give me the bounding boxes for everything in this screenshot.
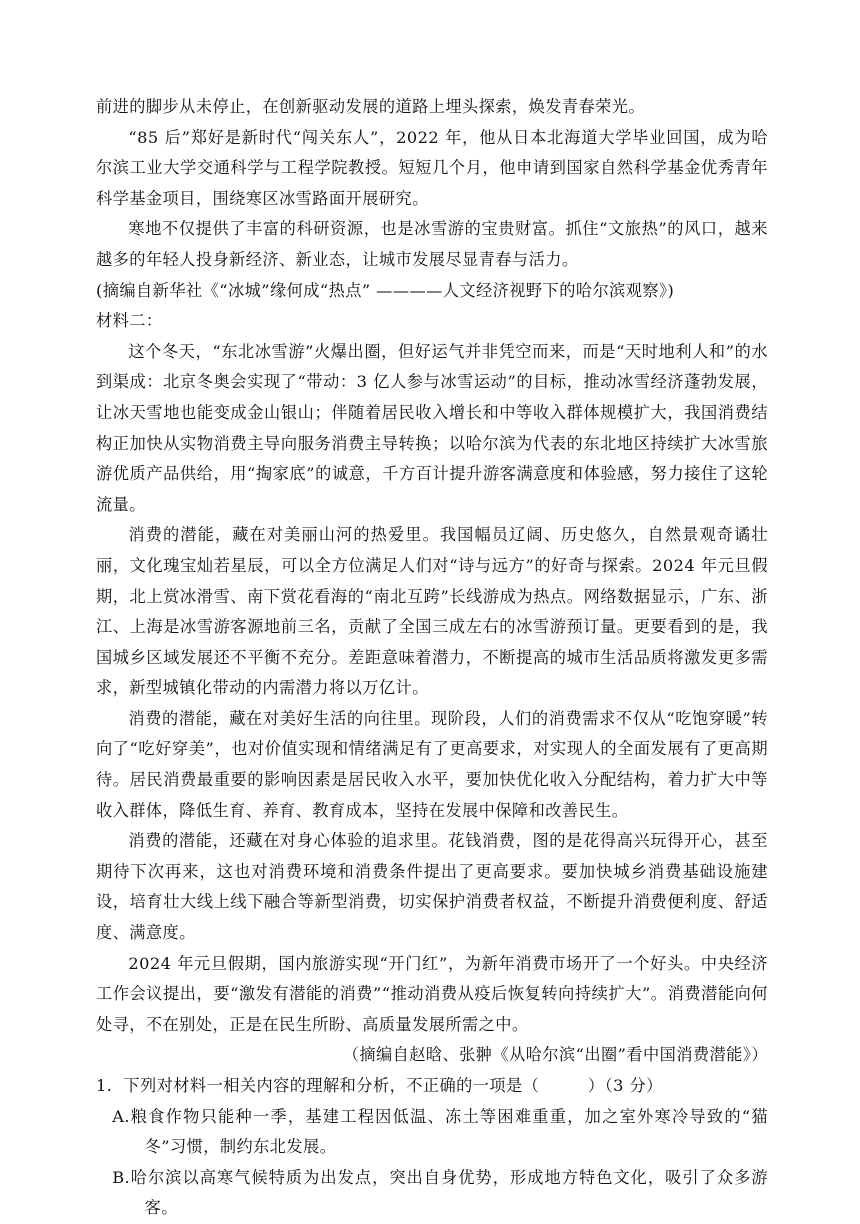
paragraph-potential-mountains: 消费的潜能，藏在对美丽山河的热爱里。我国幅员辽阔、历史悠久，自然景观奇谲壮丽，文化瑰宝灿若星辰，可以全方位满足人们对“诗与远方”的好奇与探索。2024 年元旦假期，北上赏冰滑雪、南下赏花看海的“南北互跨”长线游成为热点。网络数据显示，广东、浙江、上海是冰雪游客源地前三名，贡献了全国三成左右的冰雪游预订量。更要看到的是，我国城乡区域发展还不平衡不充分。差距意味着潜力，不断提高的城市生活品质将激发更多需求，新型城镇化带动的内需潜力将以万亿计。: [96, 525, 768, 698]
paragraph-potential-better-life: 消费的潜能，藏在对美好生活的向往里。现阶段，人们的消费需求不仅从“吃饱穿暖”转向了“吃好穿美”，也对价值实现和情绪满足有了更高要求，对实现人的全面发展有了更高期待。居民消费最重要的影响因素是居民收入水平，要加快优化收入分配结构，着力扩大中等收入群体，降低生育、养育、教育成本，坚持在发展中保障和改善民生。: [96, 708, 768, 820]
paragraph-ice-snow-tour: 这个冬天，“东北冰雪游”火爆出圈，但好运气并非凭空而来，而是“天时地利人和”的水到渠成：北京冬奥会实现了“带动：3 亿人参与冰雪运动”的目标，推动冰雪经济蓬勃发展，让冰天雪地也能变成金山银山；伴随着居民收入增长和中等收入群体规模扩大，我国消费结构正加快从实物消费主导向服务消费主导转换；以哈尔滨为代表的东北地区持续扩大冰雪旅游优质产品供给，用“掏家底”的诚意，千方百计提升游客满意度和体验感，努力接住了这轮流量。: [96, 341, 768, 514]
paragraph-continuation: 前进的脚步从未停止，在创新驱动发展的道路上埋头探索，焕发青春荣光。: [96, 97, 646, 116]
paragraph-zheng-hao: “85 后”郑好是新时代“闯关东人”，2022 年，他从日本北海道大学毕业回国，成为哈尔滨工业大学交通科学与工程学院教授。短短几个月，他申请到国家自然科学基金优秀青年科学基金项目，围绕寒区冰雪路面开展研究。: [96, 127, 768, 208]
material-two-heading: 材料二：: [96, 311, 163, 331]
document-page: [96, 92, 768, 1224]
question-stem: [96, 1071, 768, 1102]
paragraph-new-year-holiday: 2024 年元旦假期，国内旅游实现“开门红”，为新年消费市场开了一个好头。中央经济工作会议提出，要“激发有潜能的消费”“推动消费从疫后恢复转向持续扩大”。消费潜能向何处寻，不在别处，正是在民生所盼、高质量发展所需之中。: [96, 953, 768, 1034]
source-note-material-two: （摘编自赵晗、张翀《从哈尔滨“出圈”看中国消费潜能》）: [342, 1045, 768, 1065]
paragraph-cold-land: 寒地不仅提供了丰富的科研资源，也是冰雪游的宝贵财富。抓住“文旅热”的风口，越来越多的年轻人投身新经济、新业态，让城市发展尽显青春与活力。: [96, 219, 768, 269]
option-a: A.粮食作物只能种一季，基建工程因低温、冻土等困难重重，加之室外寒冷导致的“猫冬”习惯，制约东北发展。: [112, 1106, 768, 1157]
paragraph-potential-experience: 消费的潜能，还藏在对身心体验的追求里。花钱消费，图的是花得高兴玩得开心，甚至期待下次再来，这也对消费环境和消费条件提出了更高要求。要加快城乡消费基础设施建设，培育壮大线上线下融合等新型消费，切实保护消费者权益，不断提升消费便利度、舒适度、满意度。: [96, 831, 768, 943]
question-stem-after: ）（3 分）: [587, 1076, 663, 1095]
option-b: B.哈尔滨以高寒气候特质为出发点，突出自身优势，形成地方特色文化，吸引了众多游客。: [112, 1167, 768, 1218]
question-stem-before: 1．下列对材料一相关内容的理解和分析，不正确的一项是（: [96, 1076, 540, 1095]
source-note-material-one: (摘编自新华社《“冰城”缘何成“热点” ————人文经济视野下的哈尔滨观察》): [96, 280, 675, 300]
